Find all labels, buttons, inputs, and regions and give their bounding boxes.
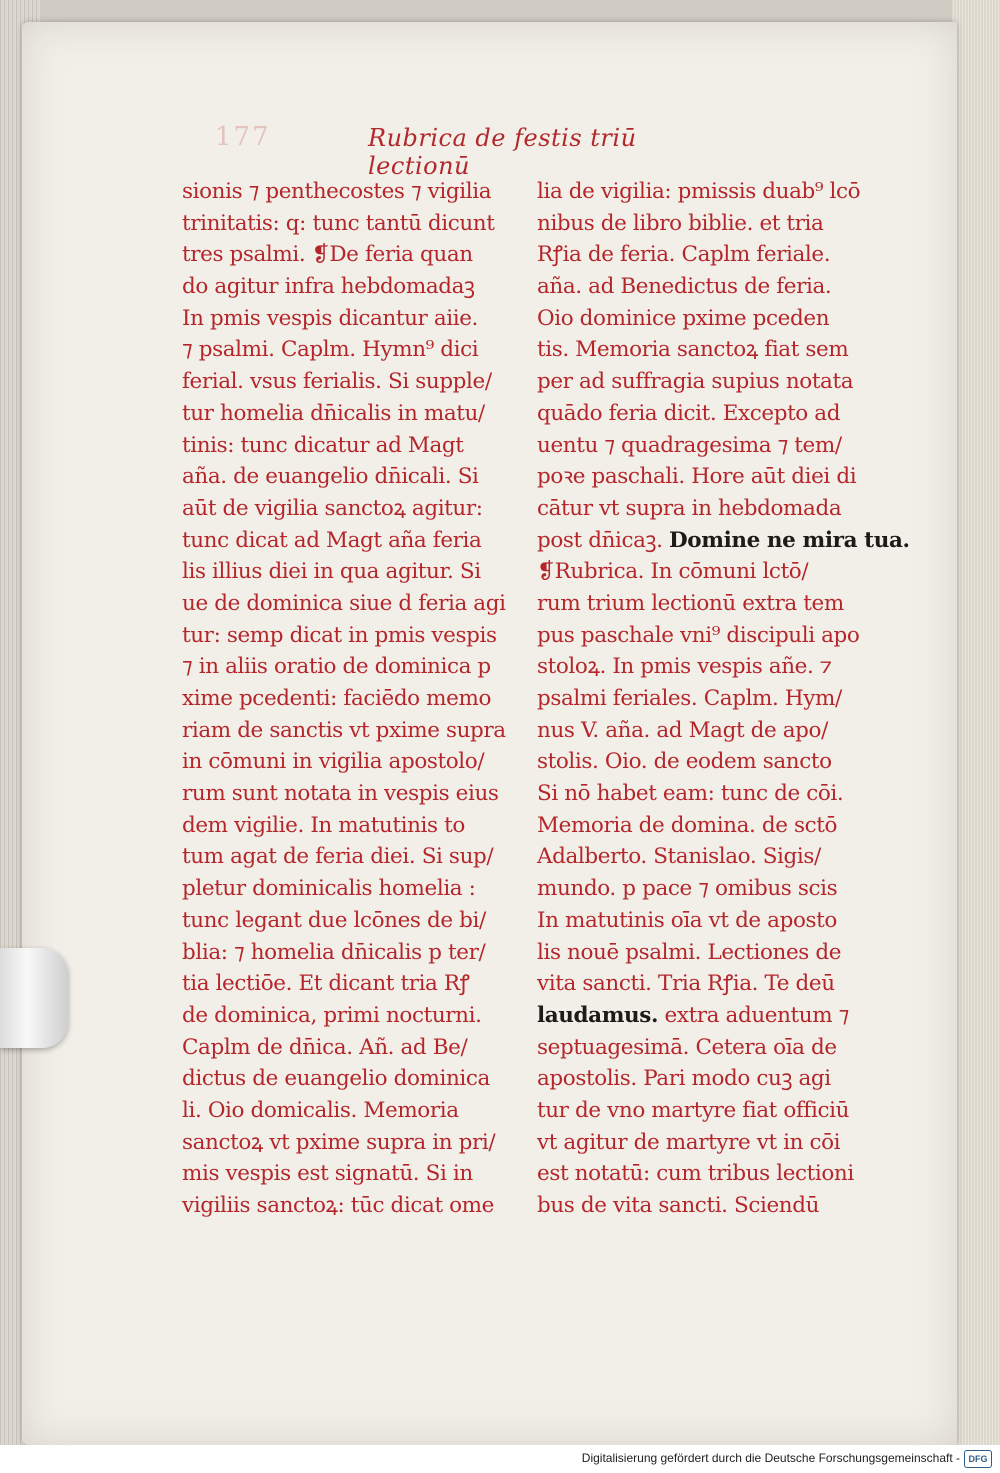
- red-text: vt agitur de martyre vt in cōi: [537, 1129, 841, 1155]
- text-column-right: [537, 176, 910, 1222]
- text-line: [182, 778, 522, 810]
- text-line: [182, 1063, 522, 1095]
- red-text: xime pcedenti: faciēdo memo: [182, 686, 492, 711]
- text-line: [537, 810, 867, 842]
- red-text: riam de sanctis vt pxime supra: [182, 717, 506, 743]
- text-line: [182, 1127, 522, 1159]
- red-text: vigiliis sanctoꝝ: tūc dicat ome: [182, 1193, 494, 1218]
- text-line: [537, 208, 867, 240]
- text-line: [182, 525, 522, 557]
- red-text: mundo. p pace ⁊ omibus scis: [537, 876, 838, 902]
- red-text: stolis. Oio. de eodem sancto: [537, 749, 832, 775]
- text-line: [537, 1000, 867, 1032]
- text-line: [537, 841, 867, 873]
- text-line: [182, 683, 522, 715]
- text-line: [537, 715, 867, 747]
- text-line: [182, 334, 522, 366]
- red-text: psalmi feriales. Caplm. Hym/: [537, 686, 842, 711]
- red-text: ⁊ in aliis oratio de dominica p: [182, 654, 491, 680]
- text-line: [182, 1095, 522, 1127]
- red-text: mis vespis est signatū. Si in: [182, 1161, 473, 1187]
- text-line: [537, 905, 867, 937]
- red-text: rum sunt notata in vespis eius: [182, 781, 499, 807]
- red-text: ❡Rubrica. In cōmuni lctō/: [537, 559, 809, 585]
- red-text: poꝛe paschali. Hore aūt diei di: [537, 464, 857, 490]
- red-text: pus paschale vni⁹ discipuli apo: [537, 622, 860, 648]
- text-line: [182, 271, 522, 303]
- text-line: [537, 588, 867, 620]
- text-line: [182, 1000, 522, 1032]
- text-line: [182, 366, 522, 398]
- text-line: [537, 651, 867, 683]
- funding-credit: Digitalisierung gefördert durch die Deutsche Forschungsgemeinschaft -: [581, 1451, 960, 1465]
- red-text: trinitatis: q: tunc tantū dicunt: [182, 210, 495, 236]
- text-line: [182, 430, 522, 462]
- running-title: Rubrica de festis triū lectionū: [368, 124, 637, 180]
- red-text: lis nouē psalmi. Lectiones de: [537, 939, 842, 965]
- red-text: tunc dicat ad Magt aña feria: [182, 527, 482, 553]
- text-line: [537, 968, 867, 1000]
- red-text: Oio dominice pxime pceden: [537, 305, 830, 331]
- red-text: ue de dominica siue d feria agi: [182, 590, 506, 616]
- red-text: Si nō habet eam: tunc de cōi.: [537, 781, 844, 807]
- red-text: in cōmuni in vigilia apostolo/: [182, 749, 485, 775]
- text-line: [537, 556, 867, 588]
- text-line: [182, 715, 522, 747]
- red-text: tres psalmi. ❡De feria quan: [182, 242, 473, 268]
- red-text: cātur vt supra in hebdomada: [537, 495, 842, 521]
- red-text: tia lectiōe. Et dicant tria Rꝭ: [182, 971, 470, 997]
- text-line: [182, 620, 522, 652]
- text-line: [182, 651, 522, 683]
- red-text: Adalberto. Stanislao. Sigis/: [537, 844, 821, 870]
- text-line: [537, 493, 867, 525]
- text-line: [537, 334, 867, 366]
- text-line: [182, 937, 522, 969]
- black-text: laudamus.: [537, 1002, 659, 1028]
- red-text: ferial. vsus ferialis. Si supple/: [182, 369, 492, 395]
- red-text: In matutinis oīa vt de aposto: [537, 907, 837, 933]
- red-text: extra aduentum ⁊: [664, 1002, 849, 1028]
- red-text: tur: semp dicat in pmis vespis: [182, 622, 497, 648]
- red-text: nibus de libro biblie. et tria: [537, 210, 824, 236]
- red-text: de dominica, primi nocturni.: [182, 1002, 482, 1028]
- text-line: [537, 303, 867, 335]
- text-line: [182, 1158, 522, 1190]
- red-text: sionis ⁊ penthecostes ⁊ vigilia: [182, 179, 492, 204]
- red-text: ⁊ psalmi. Caplm. Hymn⁹ dici: [182, 337, 479, 363]
- red-text: uentu ⁊ quadragesima ⁊ tem/: [537, 432, 842, 458]
- red-text: blia: ⁊ homelia dn̄icalis p ter/: [182, 939, 486, 965]
- text-line: [182, 1032, 522, 1064]
- text-line: [537, 873, 867, 905]
- red-text: aña. de euangelio dn̄icali. Si: [182, 464, 479, 490]
- text-line: [537, 683, 867, 715]
- red-text: tur homelia dn̄icalis in matu/: [182, 400, 485, 426]
- red-text: stoloꝝ. In pmis vespis añe. ⁊: [537, 654, 832, 680]
- text-line: [537, 1190, 867, 1222]
- show-through-folio-number: 177: [215, 122, 271, 152]
- red-text: sanctoꝝ vt pxime supra in pri/: [182, 1129, 496, 1155]
- text-line: [537, 366, 867, 398]
- text-column-left: [182, 176, 522, 1222]
- text-line: [537, 1127, 867, 1159]
- text-line: [182, 493, 522, 525]
- red-text: aūt de vigilia sanctoꝝ agitur:: [182, 495, 483, 521]
- red-text: tinis: tunc dicatur ad Magt: [182, 432, 464, 458]
- text-line: [182, 461, 522, 493]
- text-line: [537, 461, 867, 493]
- red-text: In pmis vespis dicantur aiie.: [182, 305, 478, 331]
- red-text: lia de vigilia: pmissis duab⁹ lcō: [537, 179, 861, 204]
- text-line: [537, 271, 867, 303]
- dfg-logo: DFG: [964, 1450, 992, 1468]
- text-line: [537, 620, 867, 652]
- red-text: apostolis. Pari modo cuꝫ agi: [537, 1066, 831, 1092]
- text-line: [537, 525, 910, 557]
- red-text: tunc legant due lcōnes de bi/: [182, 907, 486, 933]
- page-clip-holder: [0, 948, 68, 1048]
- red-text: septuagesimā. Cetera oīa de: [537, 1034, 837, 1060]
- text-line: [537, 239, 867, 271]
- text-line: [537, 1095, 867, 1127]
- text-line: [182, 1190, 522, 1222]
- red-text: post dn̄icaꝫ.: [537, 527, 663, 553]
- black-text: Domine ne mira tua.: [669, 527, 910, 553]
- text-line: [182, 905, 522, 937]
- text-line: [537, 176, 867, 208]
- text-line: [537, 398, 867, 430]
- text-line: [537, 430, 867, 462]
- red-text: dictus de euangelio dominica: [182, 1066, 490, 1092]
- text-line: [182, 556, 522, 588]
- red-text: Rꝭia de feria. Caplm feriale.: [537, 242, 831, 268]
- text-line: [182, 588, 522, 620]
- text-line: [537, 937, 867, 969]
- text-line: [537, 1063, 867, 1095]
- text-line: [182, 873, 522, 905]
- text-line: [537, 1158, 867, 1190]
- book-page-edges-right: [952, 0, 1000, 1445]
- text-line: [182, 398, 522, 430]
- text-line: [537, 778, 867, 810]
- footer-bar: [0, 1445, 1000, 1473]
- text-line: [182, 303, 522, 335]
- text-line: [537, 1032, 867, 1064]
- text-line: [182, 208, 522, 240]
- text-line: [182, 746, 522, 778]
- text-line: [182, 810, 522, 842]
- text-line: [182, 841, 522, 873]
- red-text: tis. Memoria sanctoꝝ fiat sem: [537, 337, 849, 363]
- red-text: pletur dominicalis homelia :: [182, 876, 476, 902]
- red-text: rum trium lectionū extra tem: [537, 590, 844, 616]
- red-text: do agitur infra hebdomadaꝫ: [182, 274, 475, 300]
- text-line: [537, 746, 867, 778]
- red-text: nus V. aña. ad Magt de apo/: [537, 717, 828, 743]
- red-text: tum agat de feria diei. Si sup/: [182, 844, 494, 870]
- red-text: aña. ad Benedictus de feria.: [537, 274, 832, 300]
- red-text: vita sancti. Tria Rꝭia. Te deū: [537, 971, 835, 997]
- red-text: li. Oio domicalis. Memoria: [182, 1097, 459, 1123]
- red-text: per ad suffragia supius notata: [537, 369, 854, 395]
- red-text: dem vigilie. In matutinis to: [182, 812, 465, 838]
- text-line: [182, 176, 522, 208]
- red-text: est notatū: cum tribus lectioni: [537, 1161, 854, 1187]
- text-line: [182, 239, 522, 271]
- red-text: lis illius diei in qua agitur. Si: [182, 559, 481, 585]
- text-line: [182, 968, 522, 1000]
- red-text: Memoria de domina. de sctō: [537, 812, 838, 838]
- red-text: tur de vno martyre fiat officiū: [537, 1097, 850, 1123]
- red-text: bus de vita sancti. Sciendū: [537, 1193, 820, 1218]
- red-text: quādo feria dicit. Excepto ad: [537, 400, 841, 426]
- red-text: Caplm de dn̄ica. Añ. ad Be/: [182, 1034, 468, 1060]
